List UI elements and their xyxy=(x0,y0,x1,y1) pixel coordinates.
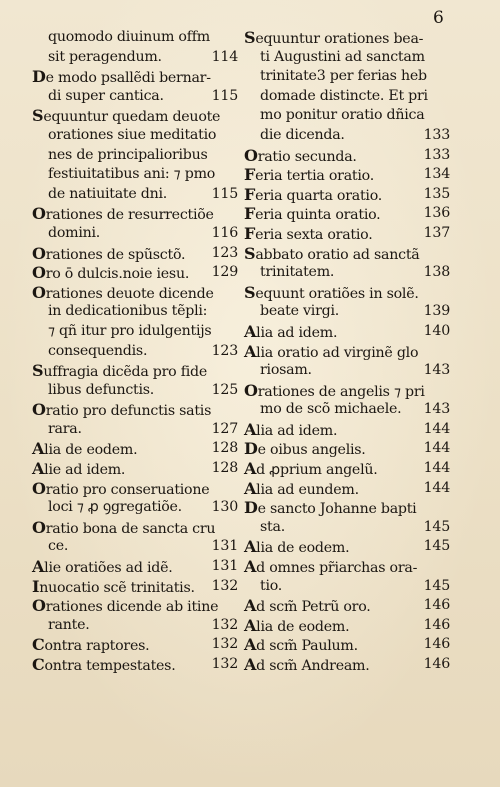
index-line xyxy=(244,185,450,205)
entry-text: mo ponitur oratio dñica xyxy=(260,107,425,124)
entry-text: Sequuntur quedam deuote xyxy=(32,106,221,126)
index-line xyxy=(32,400,238,420)
index-line xyxy=(32,596,238,616)
folio-number: 129 xyxy=(211,264,238,281)
entry-text: Ad scm̃ Paulum. xyxy=(244,635,358,655)
right-column xyxy=(244,28,450,675)
index-line xyxy=(32,635,238,655)
index-line xyxy=(32,537,238,557)
index-line xyxy=(244,381,450,401)
index-line xyxy=(32,557,238,577)
index-line xyxy=(244,518,450,538)
entry-text: ce. xyxy=(48,538,69,555)
entry-text: Ad omnes pr̃iarchas ora- xyxy=(244,557,418,577)
folio-number: 143 xyxy=(423,401,450,418)
index-line xyxy=(32,28,238,48)
folio-number: 123 xyxy=(211,244,238,261)
entry-text: Sabbato oratio ad sanctã xyxy=(244,243,420,263)
entry-text: di super cantica. xyxy=(48,87,164,104)
index-line xyxy=(32,48,238,68)
index-line xyxy=(32,577,238,597)
entry-text: Orationes de angelis ⁊ pri xyxy=(244,380,425,400)
index-line xyxy=(244,224,450,244)
entry-text: De sancto Johanne bapti xyxy=(244,498,417,518)
entry-text: Orationes de resurrectiõe xyxy=(32,204,214,224)
entry-text: Oro ō dulcis.noie iesu. xyxy=(32,263,190,283)
entry-text: Feria tertia oratio. xyxy=(244,165,374,185)
folio-number: 132 xyxy=(211,616,238,633)
index-line xyxy=(32,616,238,636)
index-line xyxy=(244,498,450,518)
entry-text: Contra tempestates. xyxy=(32,655,176,674)
index-line xyxy=(32,263,238,283)
entry-text: trinitate3 per ferias heb xyxy=(260,68,427,85)
entry-text: orationes siue meditatio xyxy=(48,126,217,143)
index-line xyxy=(32,106,238,126)
index-line xyxy=(32,146,238,166)
folio-number: 131 xyxy=(211,538,238,555)
page-number: 6 xyxy=(433,8,444,28)
entry-text: Feria quarta oratio. xyxy=(244,184,382,204)
index-line xyxy=(244,655,450,675)
entry-text: Alia ad idem. xyxy=(244,321,338,341)
index-line xyxy=(32,439,238,459)
entry-text: Alie ad idem. xyxy=(32,459,126,479)
index-line xyxy=(32,204,238,224)
index-line xyxy=(32,126,238,146)
entry-text: Ad scm̃ Petrũ oro. xyxy=(244,596,371,616)
entry-text: sit peragendum. xyxy=(48,48,162,65)
entry-text: mo de scõ michaele. xyxy=(260,401,402,418)
entry-text: loci ⁊ ꝓ ꝯgregatiõe. xyxy=(48,499,182,516)
index-line xyxy=(32,322,238,342)
index-line xyxy=(244,67,450,87)
index-line xyxy=(244,126,450,146)
index-line xyxy=(32,244,238,264)
entry-text: Orationes deuote dicende xyxy=(32,282,214,302)
folio-number: 127 xyxy=(211,420,238,437)
entry-text: Alia ad eundem. xyxy=(244,478,359,498)
entry-text: Ad scm̃ Andream. xyxy=(244,655,370,674)
folio-number: 138 xyxy=(423,264,450,281)
index-line xyxy=(244,596,450,616)
entry-text: De modo psallẽdi bernar- xyxy=(32,67,211,87)
entry-text: Feria sexta oratio. xyxy=(244,223,373,243)
folio-number: 132 xyxy=(211,656,238,672)
folio-number: 133 xyxy=(423,126,450,143)
index-line xyxy=(244,459,450,479)
index-line xyxy=(244,537,450,557)
entry-text: de natiuitate dni. xyxy=(48,185,168,202)
index-line xyxy=(244,263,450,283)
index-line xyxy=(32,302,238,322)
folio-number: 146 xyxy=(423,597,450,614)
folio-number: 115 xyxy=(211,87,238,104)
index-line xyxy=(32,420,238,440)
entry-text: quomodo diuinum offm xyxy=(48,29,210,45)
index-line xyxy=(244,342,450,362)
index-line xyxy=(32,459,238,479)
entry-text: Contra raptores. xyxy=(32,635,150,655)
folio-number: 143 xyxy=(423,362,450,379)
index-line xyxy=(32,361,238,381)
folio-number: 144 xyxy=(423,479,450,496)
folio-number: 144 xyxy=(423,460,450,477)
entry-text: Sequuntur orationes bea- xyxy=(244,28,424,47)
index-line xyxy=(32,165,238,185)
entry-text: riosam. xyxy=(260,362,312,379)
folio-number: 132 xyxy=(211,636,238,653)
index-line xyxy=(32,498,238,518)
entry-text: Alia de eodem. xyxy=(244,615,350,635)
folio-number: 128 xyxy=(211,460,238,477)
entry-text: consequendis. xyxy=(48,342,148,359)
index-line xyxy=(244,106,450,126)
index-line xyxy=(244,577,450,597)
folio-number: 140 xyxy=(423,322,450,339)
index-line xyxy=(244,244,450,264)
index-line xyxy=(32,283,238,303)
entry-text: Orationes de spũsctõ. xyxy=(32,243,186,263)
folio-number: 145 xyxy=(423,577,450,594)
index-line xyxy=(32,185,238,205)
entry-text: De oibus angelis. xyxy=(244,439,366,459)
entry-text: Inuocatio scẽ trinitatis. xyxy=(32,576,195,596)
entry-text: domini. xyxy=(48,224,101,241)
entry-text: libus defunctis. xyxy=(48,381,155,398)
folio-number: 139 xyxy=(423,303,450,320)
entry-text: Suffragia dicẽda pro fide xyxy=(32,361,207,381)
entry-text: ti Augustini ad sanctam xyxy=(260,48,425,65)
index-line xyxy=(244,420,450,440)
index-line xyxy=(244,165,450,185)
entry-text: Sequunt oratiões in solẽ. xyxy=(244,282,419,302)
index-line xyxy=(244,283,450,303)
entry-text: Oratio pro conseruatione xyxy=(32,478,210,498)
folio-number: 146 xyxy=(423,636,450,653)
index-line xyxy=(244,361,450,381)
folio-number: 114 xyxy=(211,48,238,65)
entry-text: Oratio bona de sancta cru xyxy=(32,517,216,537)
entry-text: beate virgi. xyxy=(260,303,340,320)
folio-number: 144 xyxy=(423,420,450,437)
index-line xyxy=(244,204,450,224)
index-line xyxy=(244,400,450,420)
index-line xyxy=(244,302,450,322)
entry-text: ⁊ qñ itur pro idulgentijs xyxy=(48,322,212,339)
entry-text: tio. xyxy=(260,577,283,594)
entry-text: Oratio secunda. xyxy=(244,145,357,165)
index-line xyxy=(244,146,450,166)
index-line xyxy=(32,224,238,244)
left-column xyxy=(32,28,238,675)
entry-text: Alia de eodem. xyxy=(32,439,138,459)
folio-number: 135 xyxy=(423,185,450,202)
folio-number: 145 xyxy=(423,518,450,535)
folio-number: 133 xyxy=(423,146,450,163)
folio-number: 128 xyxy=(211,440,238,457)
folio-number: 131 xyxy=(211,558,238,575)
entry-text: die dicenda. xyxy=(260,126,345,143)
index-line xyxy=(32,342,238,362)
index-line xyxy=(32,518,238,538)
index-line xyxy=(244,616,450,636)
index-line xyxy=(32,655,238,675)
folio-number: 136 xyxy=(423,205,450,222)
folio-number: 134 xyxy=(423,166,450,183)
folio-number: 116 xyxy=(211,224,238,241)
entry-text: Feria quinta oratio. xyxy=(244,204,381,224)
entry-text: Alia de eodem. xyxy=(244,537,350,557)
entry-text: Alie oratiões ad idẽ. xyxy=(32,557,173,577)
index-line xyxy=(244,28,450,48)
entry-text: rante. xyxy=(48,616,90,633)
entry-text: Alia ad idem. xyxy=(244,419,338,439)
folio-number: 130 xyxy=(211,499,238,516)
folio-number: 123 xyxy=(211,342,238,359)
folio-number: 132 xyxy=(211,577,238,594)
folio-number: 145 xyxy=(423,538,450,555)
index-line xyxy=(32,479,238,499)
index-line xyxy=(244,322,450,342)
folio-number: 137 xyxy=(423,224,450,241)
entry-text: Ad ꝓprium angelũ. xyxy=(244,459,378,479)
index-line xyxy=(244,479,450,499)
entry-text: Alia oratio ad virginẽ glo xyxy=(244,341,419,361)
folio-number: 144 xyxy=(423,440,450,457)
index-line xyxy=(244,557,450,577)
index-line xyxy=(244,635,450,655)
folio-number: 125 xyxy=(211,381,238,398)
index-line xyxy=(244,48,450,68)
index-line xyxy=(32,381,238,401)
entry-text: nes de principalioribus xyxy=(48,146,208,163)
entry-text: domade distincte. Et pri xyxy=(260,87,428,104)
entry-text: trinitatem. xyxy=(260,264,335,281)
entry-text: in dedicationibus tẽpli: xyxy=(48,303,208,320)
folio-number: 146 xyxy=(423,656,450,672)
index-line xyxy=(244,439,450,459)
entry-text: Orationes dicende ab itine xyxy=(32,596,219,616)
folio-number: 146 xyxy=(423,616,450,633)
entry-text: sta. xyxy=(260,518,285,535)
index-line xyxy=(32,67,238,87)
entry-text: Oratio pro defunctis satis xyxy=(32,400,212,420)
index-line xyxy=(32,87,238,107)
index-line xyxy=(244,87,450,107)
entry-text: festiuitatibus ani: ⁊ pmo xyxy=(48,166,216,183)
folio-number: 115 xyxy=(211,185,238,202)
entry-text: rara. xyxy=(48,420,82,437)
